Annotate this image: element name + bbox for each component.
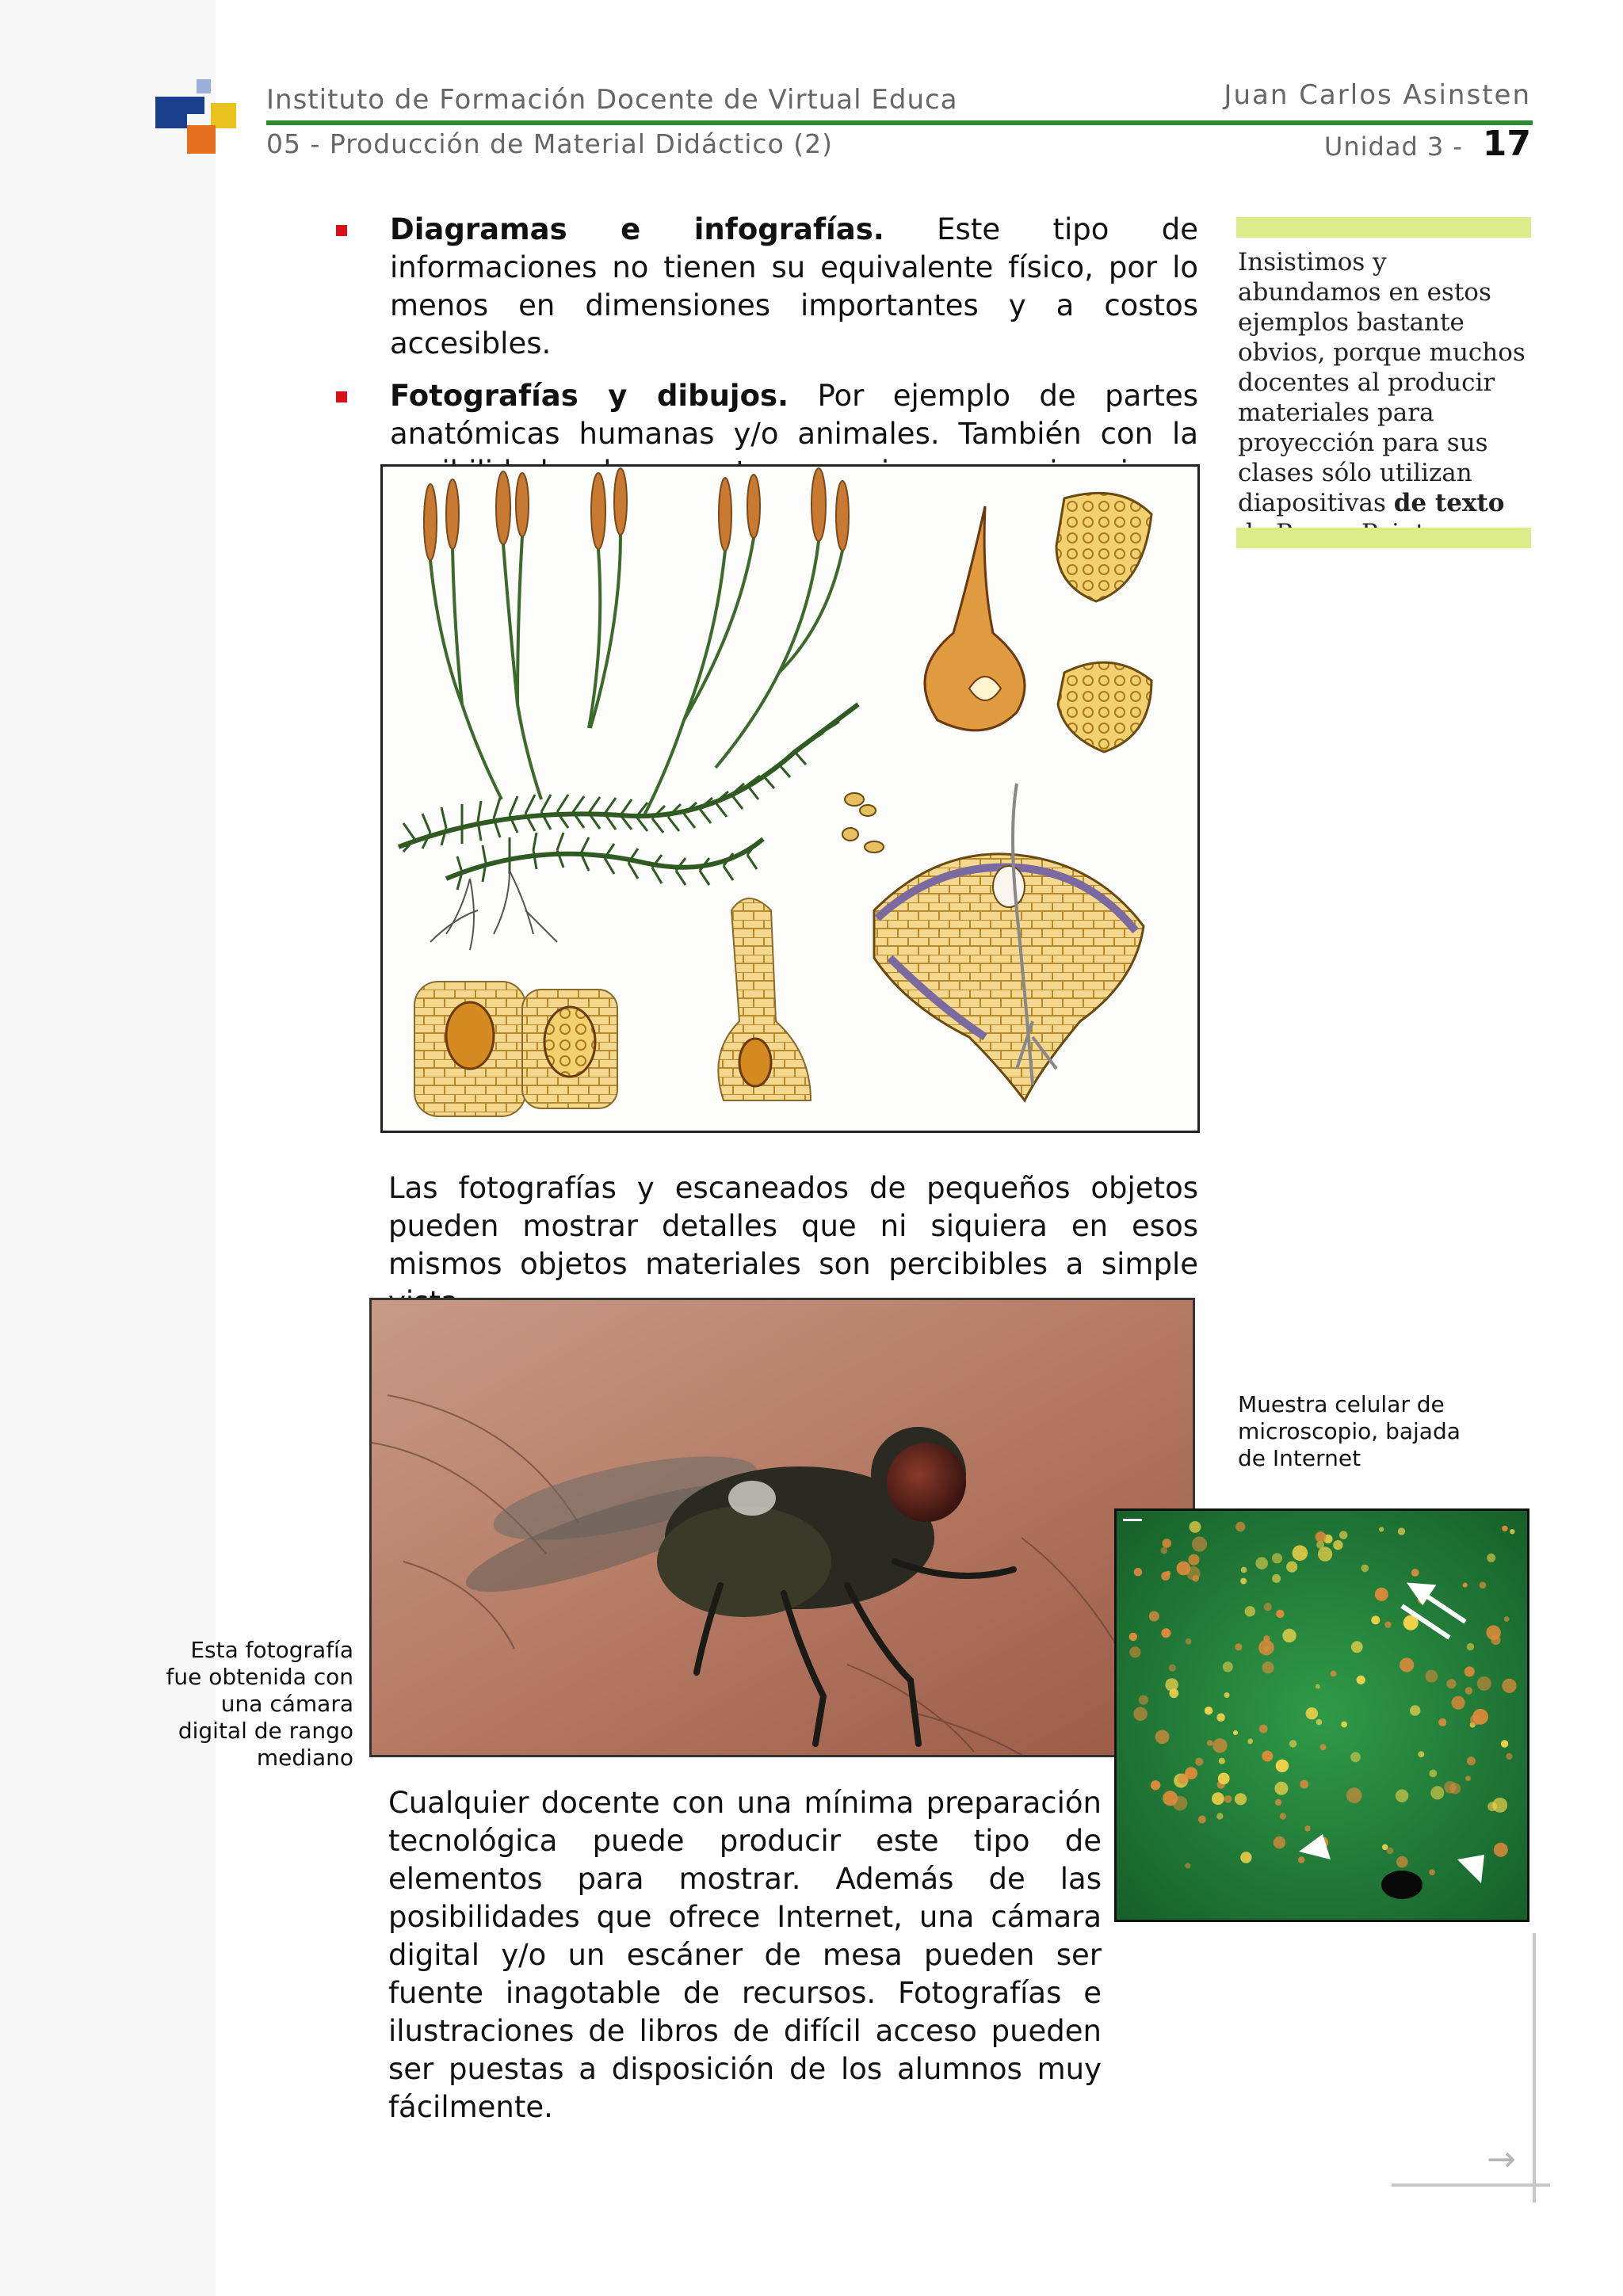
micro-cell — [1339, 1531, 1348, 1539]
micro-scale-bar — [1123, 1519, 1142, 1521]
sporophyll — [925, 506, 1025, 730]
micro-cell — [1212, 1792, 1224, 1805]
paragraph-scans: Las fotografías y escaneados de pequeños objetos pueden mostrar detalles que ni siquiera en esos mismos objetos materiales son percibibles a simple — [388, 1171, 1198, 1281]
bullet-title: Diagramas e infografías. — [390, 212, 884, 246]
sidebar-bar-top — [1236, 217, 1531, 238]
page-corner-horizontal-rule — [1392, 2183, 1550, 2187]
micro-cell — [1426, 1670, 1438, 1683]
micro-cell — [1298, 1856, 1305, 1863]
micro-cell — [1275, 1799, 1281, 1806]
spore-top — [1056, 493, 1151, 601]
micro-cell — [1494, 1843, 1508, 1857]
bullet-title: Fotografías y dibujos. — [390, 379, 789, 413]
micro-cell — [1241, 1567, 1247, 1573]
micro-cell — [1151, 1780, 1160, 1790]
micro-cell — [1467, 1643, 1474, 1650]
micro-cell — [1262, 1661, 1274, 1673]
micro-cell — [1185, 1863, 1190, 1868]
micro-cell — [1216, 1713, 1225, 1722]
micro-cell — [1486, 1625, 1500, 1639]
micro-cell — [1207, 1740, 1213, 1746]
micro-cell — [1418, 1751, 1424, 1757]
sidebar-note-bold: de texto — [1393, 489, 1505, 517]
micro-cell — [1387, 1848, 1394, 1855]
micro-cell — [1351, 1641, 1363, 1653]
micro-cell — [1316, 1684, 1320, 1689]
header-unit: Unidad 3 - — [1323, 132, 1463, 162]
micro-cell — [1331, 1671, 1337, 1677]
micro-cell — [1149, 1611, 1159, 1622]
micro-cell — [1212, 1738, 1227, 1753]
micro-cell — [1186, 1566, 1200, 1580]
micro-cell — [1306, 1707, 1318, 1719]
page-number: 17 — [1482, 124, 1531, 164]
micro-cell — [1258, 1640, 1274, 1656]
micro-cell — [1192, 1536, 1207, 1551]
micro-cell — [1346, 1787, 1362, 1803]
microscope-sample-photo — [1114, 1508, 1529, 1922]
micro-cell — [1264, 1603, 1272, 1611]
micro-cell — [1240, 1578, 1247, 1585]
header-rule — [266, 120, 1533, 125]
institute-logo — [155, 79, 244, 155]
micro-cell — [1492, 1798, 1507, 1813]
micro-cell — [1276, 1610, 1284, 1618]
micro-cell — [1272, 1574, 1281, 1583]
micro-cell — [1316, 1719, 1323, 1726]
micro-cell — [1446, 1679, 1456, 1688]
micro-cell — [1502, 1526, 1507, 1531]
micro-cell — [1452, 1696, 1465, 1710]
next-page-arrow-icon[interactable]: → — [1487, 2139, 1516, 2180]
micro-cell — [1293, 1545, 1308, 1561]
bullet-text: Este tipo de informaciones no tienen su equivalente físico, por lo menos en dimensiones importantes y a costos accesibles. — [390, 212, 1199, 360]
bullet-square-icon — [336, 391, 347, 402]
micro-cell — [1259, 1725, 1268, 1733]
micro-cell — [1465, 1687, 1472, 1694]
moss-branch — [399, 704, 858, 890]
micro-cell — [1280, 1813, 1286, 1819]
micro-cell — [1289, 1740, 1297, 1748]
micro-cell — [1129, 1646, 1140, 1657]
micro-cell — [1341, 1722, 1347, 1728]
micro-cell — [1235, 1793, 1247, 1805]
micro-cell — [1510, 1529, 1514, 1534]
micro-cell — [1398, 1527, 1405, 1535]
micro-cell — [1276, 1760, 1289, 1772]
micro-cell — [1465, 1666, 1475, 1676]
micro-cell — [1186, 1638, 1192, 1645]
moss-strobili — [424, 468, 849, 560]
left-margin-shade — [0, 0, 216, 2296]
micro-cell — [1465, 1775, 1471, 1781]
caption-fly-photo: Esta fotografía fue obtenida con una cámara digital de rango mediano — [166, 1637, 353, 1771]
micro-cell — [1235, 1643, 1242, 1650]
moss-illustration — [380, 464, 1200, 1133]
micro-cell — [1133, 1707, 1148, 1722]
micro-cell — [1361, 1565, 1369, 1573]
micro-cell — [1444, 1781, 1457, 1794]
micro-cell — [1282, 1629, 1296, 1642]
micro-cell — [1350, 1752, 1361, 1762]
micro-cell — [1224, 1692, 1230, 1698]
micro-cell — [1195, 1758, 1203, 1766]
micro-cell — [1438, 1718, 1446, 1726]
micro-cell — [1235, 1522, 1245, 1531]
spore-middle — [1058, 662, 1151, 752]
micro-cell — [1198, 1816, 1206, 1824]
micro-cell — [1218, 1773, 1230, 1785]
micro-cell — [1169, 1665, 1176, 1672]
header-author: Juan Carlos Asinsten — [1224, 79, 1531, 111]
bullet-square-icon — [336, 225, 347, 236]
micro-cell — [1463, 1583, 1468, 1588]
bullet-diagramas — [333, 211, 1198, 363]
micro-cell — [1318, 1547, 1332, 1561]
micro-cell — [1245, 1606, 1255, 1616]
fly-photo — [369, 1298, 1195, 1757]
micro-cell — [1316, 1531, 1327, 1543]
micro-cell — [1262, 1751, 1273, 1762]
micro-cell — [1165, 1678, 1178, 1691]
paragraph-teacher: Cualquier docente con una mínima preparación tecnológica puede producir este tipo de elementos para mostrar. Además de las posibilidades que ofrece Internet, una cámara digital y/o un escáner de mesa pueden ser fuente inagotable de recursos. Fotografías e ilustraciones de libros de difícil acceso pueden ser puestas a disposición de los alumnos muy fácilmente. — [388, 1786, 1102, 2124]
micro-cell — [1477, 1676, 1491, 1691]
micro-cell — [1396, 1790, 1408, 1802]
caption-microscope: Muestra celular de microscopio, bajada de Internet — [1238, 1391, 1461, 1471]
micro-cell — [1139, 1695, 1148, 1705]
micro-cell — [1467, 1756, 1476, 1765]
micro-cell — [1274, 1836, 1286, 1849]
micro-cell — [1487, 1554, 1495, 1562]
micro-cell — [1411, 1569, 1419, 1577]
micro-cell — [1178, 1773, 1189, 1784]
micro-cell — [1129, 1633, 1137, 1641]
micro-cell — [1134, 1568, 1143, 1577]
micro-cell — [1162, 1539, 1171, 1548]
micro-cell — [1161, 1547, 1168, 1554]
micro-cell — [1219, 1758, 1225, 1764]
bullet-text: Por ejemplo de partes anatómicas humanas y/o animales. También con la — [390, 379, 1199, 451]
micro-cell — [1379, 1527, 1384, 1531]
micro-cell — [1223, 1661, 1233, 1672]
micro-cell — [1255, 1557, 1268, 1569]
micro-cell — [1320, 1744, 1327, 1750]
micro-cell — [1504, 1616, 1510, 1622]
micro-cell — [1470, 1714, 1480, 1725]
micro-cell — [1247, 1738, 1253, 1744]
sidebar-bar-bottom — [1236, 528, 1531, 548]
small-spores — [842, 793, 884, 852]
micro-cell — [1429, 1770, 1437, 1778]
micro-cell — [1163, 1791, 1178, 1806]
micro-cell — [1400, 1657, 1414, 1672]
micro-cell — [1155, 1730, 1170, 1744]
sidebar-note-text: Insistimos y abundamos en estos ejemplos bastante obvios, porque muchos docentes al producir materiales para proyección para sus clases sólo utilizan diapositivas — [1238, 248, 1526, 517]
micro-cell — [1480, 1582, 1487, 1589]
micro-cell — [1286, 1562, 1297, 1573]
micro-cell — [1357, 1676, 1365, 1684]
micro-cell — [1502, 1679, 1516, 1693]
micro-cell — [1375, 1588, 1388, 1601]
micro-cell — [1233, 1730, 1238, 1735]
micro-cell — [1190, 1521, 1201, 1533]
micro-dark-spot — [1381, 1871, 1423, 1899]
micro-cell — [1272, 1553, 1282, 1563]
micro-cell — [1371, 1615, 1380, 1624]
micro-cell — [1274, 1782, 1288, 1795]
micro-cell — [1410, 1705, 1420, 1715]
micro-cell — [1216, 1813, 1223, 1819]
micro-cell — [1384, 1621, 1391, 1627]
micro-cell — [1161, 1628, 1170, 1638]
page-corner-vertical-rule — [1533, 1933, 1536, 2203]
micro-cell — [1205, 1707, 1212, 1714]
micro-cell — [1396, 1856, 1408, 1868]
sidebar-note — [1238, 247, 1531, 548]
micro-cell — [1501, 1740, 1508, 1747]
micro-cell — [1166, 1571, 1170, 1576]
micro-cell — [1430, 1786, 1444, 1799]
micro-cell — [1188, 1554, 1199, 1566]
micro-cell — [1304, 1825, 1310, 1831]
micro-cell — [1300, 1780, 1308, 1789]
micro-cell — [1429, 1869, 1435, 1875]
micro-cell — [1506, 1753, 1512, 1760]
micro-cell — [1224, 1795, 1232, 1803]
micro-cell — [1240, 1852, 1251, 1863]
header-institute: Instituto de Formación Docente de Virtual Educa — [266, 84, 958, 116]
header-subtitle: 05 - Producción de Material Didáctico (2) — [266, 128, 834, 159]
micro-cell — [1333, 1540, 1342, 1550]
moss-stems — [430, 535, 842, 815]
moss-roots — [430, 871, 557, 950]
